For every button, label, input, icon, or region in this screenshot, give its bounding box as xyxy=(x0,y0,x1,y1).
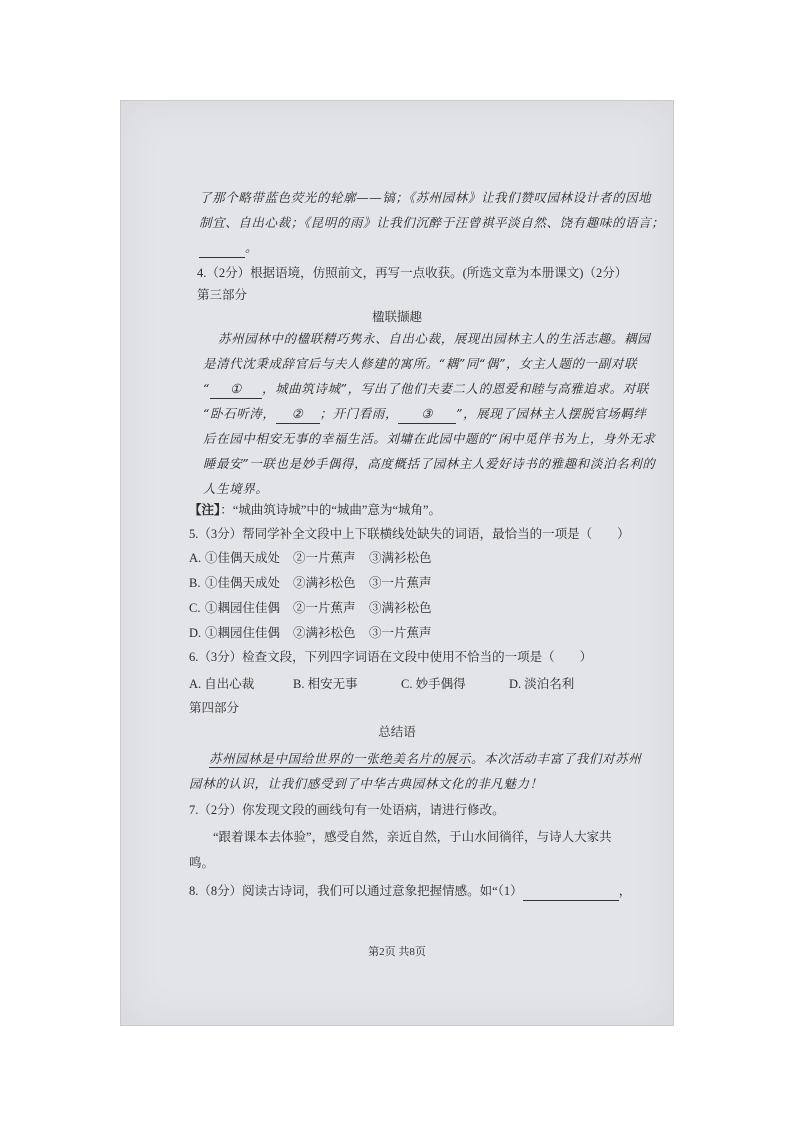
option-part: ①耦园住佳偶 xyxy=(205,601,281,615)
option-part: ③满衫松色 xyxy=(369,551,432,565)
part3-para-line1: 苏州园林中的楹联精巧隽永、自出心裁，展现出园林主人的生活志趣。耦园 xyxy=(218,331,651,346)
part3-note xyxy=(189,501,441,519)
section2-line1: 了那个略带蓝色荧光的轮廓——镐；《苏州园林》让我们赞叹园林设计者的因地 xyxy=(199,190,652,205)
option-label: D. xyxy=(189,626,202,640)
part4-para-line1 xyxy=(209,750,641,768)
q6-option-a: A. 自出心裁 xyxy=(189,677,255,691)
option-part: ③一片蕉声 xyxy=(369,626,432,640)
para-text: “卧石听涛， xyxy=(203,406,276,421)
para-text: ”，展现了园林主人摆脱官场羁绊 xyxy=(456,406,647,421)
para-text: ；开门看雨， xyxy=(319,406,399,421)
option-part: ①佳偶天成处 xyxy=(205,576,281,590)
option-part: ②一片蕉声 xyxy=(293,551,356,565)
passage-line2: 鸣。 xyxy=(189,856,215,870)
section2-line2: 制宜、自出心裁；《昆明的雨》让我们沉醉于汪曾祺平淡自然、饶有趣味的语言； xyxy=(199,215,665,230)
option-label: A. xyxy=(189,551,202,565)
note-label: 【注】 xyxy=(189,503,221,517)
question-4: 4.（2分）根据语境，仿照前文，再写一点收获。(所选文章为本册课文)（2分） xyxy=(197,266,628,280)
part3-title: 楹联撷趣 xyxy=(371,310,422,324)
option-part: ②一片蕉声 xyxy=(293,601,356,615)
q8-end: ， xyxy=(618,884,632,898)
option-part: ③满衫松色 xyxy=(369,601,432,615)
option-part: ①耦园住佳偶 xyxy=(205,626,281,640)
question-5: 5.（3分）帮同学补全文段中上下联横线处缺失的词语，最恰当的一项是（ ） xyxy=(189,527,630,541)
option-part: ②满衫松色 xyxy=(293,576,356,590)
para-text: 。本次活动丰富了我们对苏州 xyxy=(471,751,642,766)
part3-para-line3 xyxy=(203,380,649,399)
option-part: ③一片蕉声 xyxy=(369,576,432,590)
page-footer: 第2页 共8页 xyxy=(368,946,426,958)
answer-blank xyxy=(199,239,245,258)
part4-title: 总结语 xyxy=(378,725,416,739)
option-label: C. xyxy=(189,601,201,615)
passage-line1: “跟着课本去体验”，感受自然，亲近自然，于山水间徜徉，与诗人大家共 xyxy=(213,830,612,844)
part3-para-line4 xyxy=(203,405,647,424)
answer-blank xyxy=(523,882,619,901)
exam-page xyxy=(120,100,674,1026)
q8-text: 8.（8分）阅读古诗词，我们可以通过意象把握情感。如“（1） xyxy=(189,884,523,898)
part3-para-line5: 后在园中相安无事的幸福生活。刘墉在此园中题的“闲中觅伴书为上，身外无求 xyxy=(203,431,656,446)
para-text: ，城曲筑诗城”，写出了他们夫妻二人的恩爱和睦与高雅追求。对联 xyxy=(262,381,649,396)
option-label: B. xyxy=(189,576,201,590)
q6-option-b: B. 相安无事 xyxy=(293,677,358,691)
quote-open: “ xyxy=(203,381,210,396)
q6-option-d: D. 淡泊名利 xyxy=(509,677,575,691)
blank-3: ③ xyxy=(398,405,456,424)
part4-heading: 第四部分 xyxy=(189,701,240,715)
question-7: 7.（2分）你发现文段的画线句有一处语病，请进行修改。 xyxy=(189,803,505,817)
q6-option-c: C. 妙手偶得 xyxy=(401,677,466,691)
part3-para-line2: 是清代沈秉成辞官后与夫人修建的寓所。“耦”同“偶”，女主人题的一副对联 xyxy=(203,356,638,371)
question-6: 6.（3分）检查文段，下列四字词语在文段中使用不恰当的一项是（ ） xyxy=(189,650,593,664)
part3-para-line6: 睡最安”一联也是妙手偶得，高度概括了园林主人爱好诗书的雅趣和淡泊名利的 xyxy=(203,456,656,471)
line-end-mark: 。 xyxy=(245,240,259,255)
option-part: ①佳偶天成处 xyxy=(205,551,281,565)
underlined-sentence: 苏州园林是中国给世界的一张绝美名片的展示 xyxy=(209,751,472,766)
option-part: ②满衫松色 xyxy=(293,626,356,640)
blank-2: ② xyxy=(276,405,320,424)
blank-1: ① xyxy=(210,380,262,399)
part3-heading: 第三部分 xyxy=(197,288,248,302)
note-text: ：“城曲筑诗城”中的“城曲”意为“城角”。 xyxy=(220,503,442,517)
section2-line3 xyxy=(199,239,258,258)
part4-para-line2: 园林的认识，让我们感受到了中华古典园林文化的非凡魅力！ xyxy=(189,776,543,791)
part3-para-line7: 人生境界。 xyxy=(203,481,269,496)
question-8 xyxy=(189,882,631,901)
